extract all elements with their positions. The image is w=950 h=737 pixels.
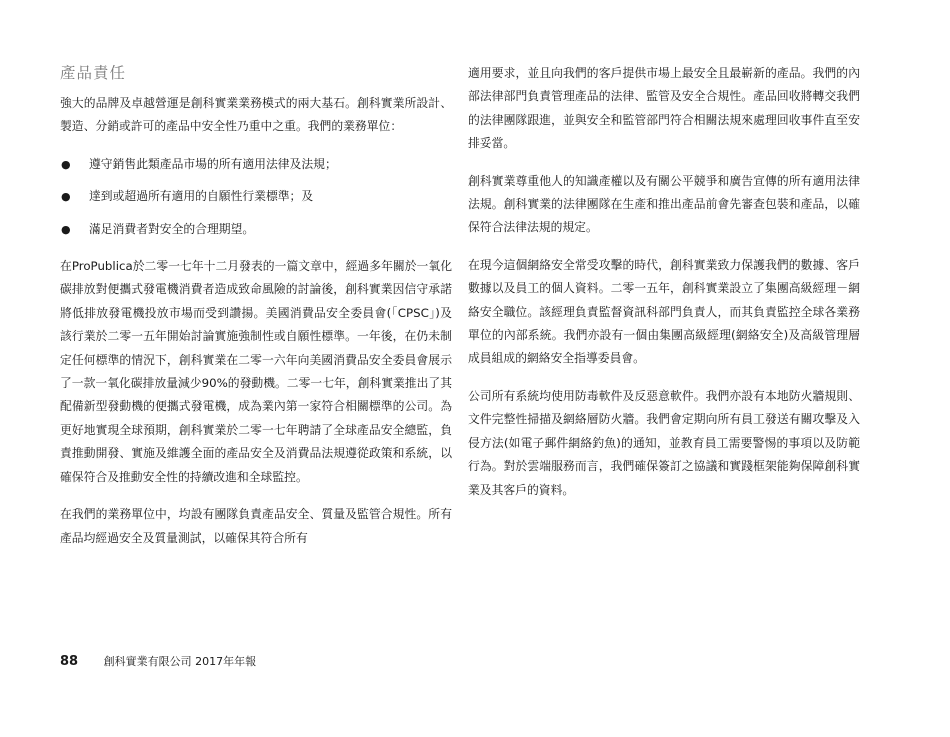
publication-title: 創科實業有限公司 2017年年報 xyxy=(103,655,257,668)
commitment-list xyxy=(60,153,452,241)
page-footer xyxy=(60,654,256,670)
list-item xyxy=(60,218,452,241)
list-item xyxy=(60,185,452,208)
bullet-icon: ● xyxy=(61,222,71,236)
list-item-text: 滿足消費者對安全的合理期望。 xyxy=(89,221,255,236)
right-column xyxy=(468,62,860,516)
section-title: 產品責任 xyxy=(60,64,127,82)
business-units-paragraph: 在我們的業務單位中，均設有團隊負責產品安全、質量及監管合規性。所有產品均經過安全及質量測試，以確保其符合所有 xyxy=(60,507,452,545)
intro-paragraph: 強大的品牌及卓越營運是創科實業業務模式的兩大基石。創科實業所設計、製造、分銷或許可的產品中安全性乃重中之重。我們的業務單位： xyxy=(60,96,452,134)
left-column xyxy=(60,62,452,564)
page-number: 88 xyxy=(60,654,79,669)
propublica-paragraph: 在ProPublica於二零一七年十二月發表的一篇文章中，經過多年關於一氧化碳排放對便攜式發電機消費者造成致命風險的討論後，創科實業因信守承諾將低排放發電機投放市場而受到讚揚。美國消費品安全委員會(「CPSC」)及該行業於二零一五年開始討論實施強制性或自願性標準。一年後，在仍未制定任何標準的情況下，創科實業在二零一六年向美國消費品安全委員會展示了一款一氧化碳排放量減少90%的發動機。二零一七年，創科實業推出了其配備新型發動機的便攜式發電機，成為業內第一家符合相關標準的公司。為更好地實現全球預期，創科實業於二零一七年聘請了全球產品安全總監，負責推動開發、實施及維護全面的產品安全及消費品法規遵從政策和系統，以確保符合及推動安全性的持續改進和全球監控。 xyxy=(60,259,452,484)
intellectual-property-paragraph: 創科實業尊重他人的知識產權以及有關公平競爭和廣告宣傳的所有適用法律法規。創科實業的法律團隊在生產和推出產品前會先審查包裝和產品，以確保符合法律法規的規定。 xyxy=(468,173,860,235)
list-item xyxy=(60,153,452,176)
systems-security-paragraph: 公司所有系統均使用防毒軟件及反惡意軟件。我們亦設有本地防火牆規則、文件完整性掃描及網絡層防火牆。我們會定期向所有員工發送有關攻擊及入侵方法(如電子郵件網絡釣魚)的通知，並教育員工需要警惕的事項以及防範行為。對於雲端服務而言，我們確保簽訂之協議和實踐框架能夠保障創科實業及其客戶的資料。 xyxy=(468,388,860,497)
list-item-text: 遵守銷售此類產品市場的所有適用法律及法規； xyxy=(89,156,337,171)
cybersecurity-paragraph: 在現今這個網絡安全常受攻擊的時代，創科實業致力保護我們的數據、客戶數據以及員工的個人資料。二零一五年，創科實業設立了集團高級經理－網絡安全職位。該經理負責監督資訊科部門負責人，而其負責監控全球各業務單位的內部系統。我們亦設有一個由集團高級經理(網絡安全)及高級管理層成員組成的網絡安全指導委員會。 xyxy=(468,257,860,366)
bullet-icon: ● xyxy=(61,157,71,171)
bullet-icon: ● xyxy=(61,190,71,204)
continued-paragraph: 適用要求，並且向我們的客戶提供市場上最安全且最嶄新的產品。我們的內部法律部門負責管理產品的法律、監管及安全合規性。產品回收將轉交我們的法律團隊跟進，並與安全和監管部門符合相關法規來處理回收事件直至安排妥當。 xyxy=(468,66,860,151)
list-item-text: 達到或超過所有適用的自願性行業標準；及 xyxy=(89,189,314,204)
